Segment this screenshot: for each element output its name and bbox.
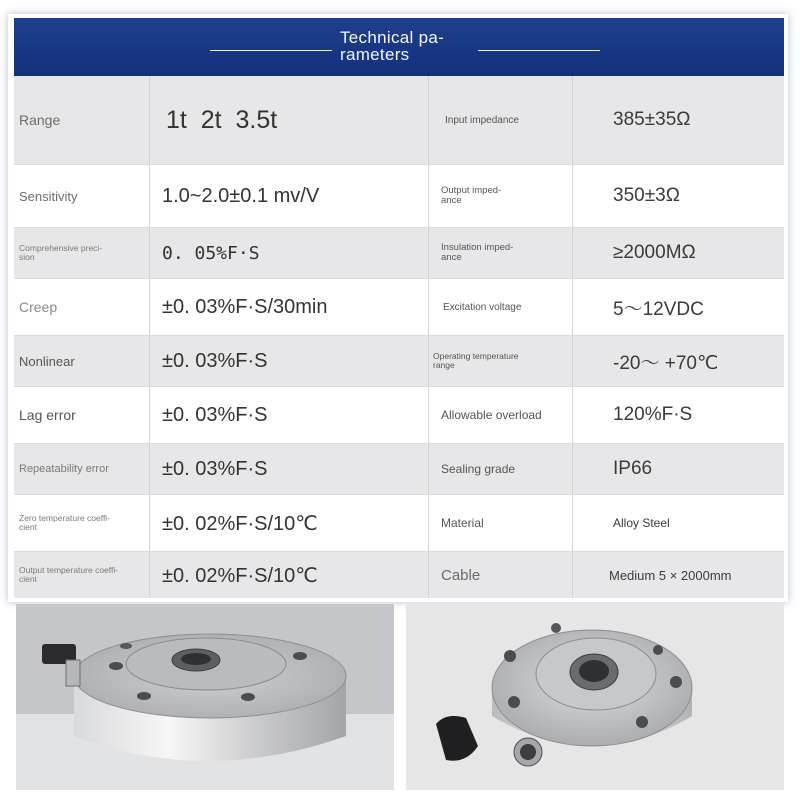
param-value: ±0. 03%F·S/30min bbox=[150, 279, 429, 335]
header-rule-right bbox=[478, 50, 600, 51]
parameters-header bbox=[14, 18, 784, 76]
param-label: Zero temperature coeffi- cient bbox=[14, 495, 150, 551]
table-row bbox=[14, 336, 784, 387]
header-rule-left bbox=[210, 50, 332, 51]
param-label: Range bbox=[14, 76, 150, 164]
load-cell-connector-view-image bbox=[406, 604, 784, 790]
param-label: Sensitivity bbox=[14, 165, 150, 227]
load-cell-side-view-photo bbox=[16, 604, 394, 790]
parameters-sheet bbox=[8, 14, 788, 602]
table-row bbox=[14, 76, 784, 165]
param-value: ±0. 03%F·S bbox=[150, 336, 429, 386]
table-row bbox=[14, 387, 784, 444]
param-value: 1.0~2.0±0.1 mv/V bbox=[150, 165, 429, 227]
load-cell-side-view-image bbox=[16, 604, 394, 790]
param-label-2: Sealing grade bbox=[429, 444, 573, 494]
load-cell-connector-view-photo bbox=[406, 604, 784, 790]
param-label-2: Material bbox=[429, 495, 573, 551]
param-value-2: IP66 bbox=[613, 458, 653, 479]
product-photos bbox=[0, 604, 800, 800]
param-value-2: Medium 5 × 2000mm bbox=[609, 567, 732, 583]
param-label: Lag error bbox=[14, 387, 150, 443]
param-label-2: Insulation imped- ance bbox=[429, 228, 573, 278]
param-label-2: Excitation voltage bbox=[429, 279, 573, 335]
param-value-2: Alloy Steel bbox=[613, 516, 670, 530]
param-label: Output temperature coeffi- cient bbox=[14, 552, 150, 598]
table-row bbox=[14, 495, 784, 552]
param-label-2: Allowable overload bbox=[429, 387, 573, 443]
param-value: ±0. 02%F·S/10℃ bbox=[150, 552, 429, 598]
param-value-2: 350±3Ω bbox=[613, 185, 680, 206]
param-label: Nonlinear bbox=[14, 336, 150, 386]
param-value-2: -20～ +70℃ bbox=[613, 352, 719, 374]
param-label-2: Output imped- ance bbox=[429, 165, 573, 227]
table-row bbox=[14, 552, 784, 598]
param-value: ±0. 02%F·S/10℃ bbox=[150, 495, 429, 551]
table-row bbox=[14, 444, 784, 495]
param-value: ±0. 03%F·S bbox=[150, 387, 429, 443]
param-value: 1t 2t 3.5t bbox=[150, 76, 429, 164]
parameters-table bbox=[14, 76, 784, 598]
param-value-2: ≥2000MΩ bbox=[613, 242, 696, 263]
table-row bbox=[14, 279, 784, 336]
param-label-2: Input impedance bbox=[429, 76, 573, 164]
parameters-title: Technical pa- rameters bbox=[340, 28, 445, 64]
table-row bbox=[14, 165, 784, 228]
table-row bbox=[14, 228, 784, 279]
param-value-2: 385±35Ω bbox=[613, 109, 691, 130]
param-label-2: Operating temperature range bbox=[429, 336, 573, 386]
param-label: Repeatability error bbox=[14, 444, 150, 494]
param-label: Creep bbox=[14, 279, 150, 335]
param-value: ±0. 03%F·S bbox=[150, 444, 429, 494]
param-value: 0. 05%F·S bbox=[150, 228, 429, 278]
param-label-2: Cable bbox=[429, 552, 573, 598]
param-value-2: 120%F·S bbox=[613, 404, 693, 425]
param-value-2: 5～12VDC bbox=[613, 298, 704, 320]
param-label: Comprehensive preci- sion bbox=[14, 228, 150, 278]
